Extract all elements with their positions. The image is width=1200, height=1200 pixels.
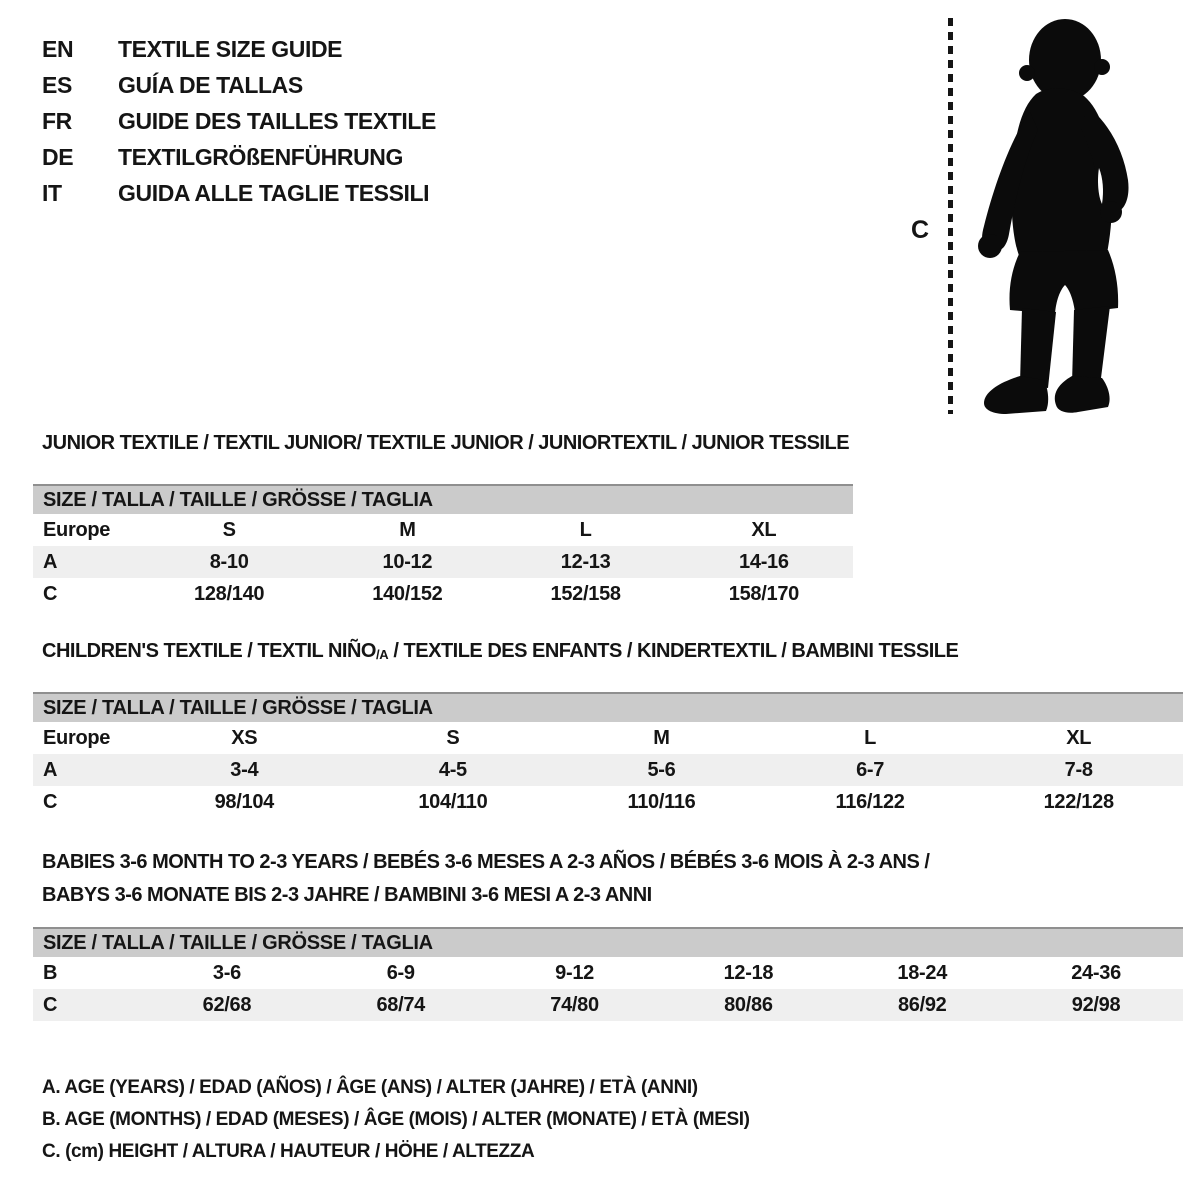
section-title-babies <box>42 846 929 912</box>
column-header-cell: S <box>222 518 236 541</box>
region-label-cell: Europe <box>43 518 111 541</box>
size-value-cell: 6-7 <box>766 754 975 786</box>
size-value-cell: 152/158 <box>550 582 621 605</box>
size-data-row <box>33 754 1183 786</box>
size-value-cell: 98/104 <box>214 790 274 813</box>
size-value-cell: 18-24 <box>897 961 948 984</box>
height-marker-label: C <box>911 216 930 244</box>
junior-size-table <box>33 484 853 610</box>
language-row <box>42 103 436 139</box>
size-value-cell: 5-6 <box>557 754 766 786</box>
column-header-cell: XL <box>1066 726 1092 749</box>
column-header-cell: L <box>579 518 592 541</box>
page-title-translation: GUIDE DES TAILLES TEXTILE <box>118 107 436 134</box>
page-title: TEXTILE SIZE GUIDE <box>118 35 343 62</box>
page-title-translation: TEXTILGRÖßENFÜHRUNG <box>118 143 403 170</box>
size-value-cell: 74/80 <box>488 989 662 1021</box>
language-code: ES <box>42 71 72 98</box>
size-value-cell: 7-8 <box>974 754 1183 786</box>
size-value-cell: 6-9 <box>386 961 415 984</box>
size-value-cell: 10-12 <box>318 546 496 578</box>
size-data-row <box>33 546 853 578</box>
column-header-cell: L <box>864 726 877 749</box>
size-value-cell: 116/122 <box>835 790 905 813</box>
size-value-cell: 80/86 <box>661 989 835 1021</box>
size-value-cell: 3-4 <box>140 754 349 786</box>
row-label-cell: B <box>43 961 58 984</box>
size-value-cell: 12-18 <box>723 961 774 984</box>
section-title-children <box>42 640 958 663</box>
language-row <box>42 67 436 103</box>
section-title-line: BABYS 3-6 MONATE BIS 2-3 JAHRE / BAMBINI 3-6 MESI A 2-3 ANNI <box>42 884 652 906</box>
row-label-cell: C <box>43 582 58 605</box>
size-value-cell: 68/74 <box>314 989 488 1021</box>
legend-line-height: C. (cm) HEIGHT / ALTURA / HAUTEUR / HÖHE / ALTEZZA <box>42 1141 535 1162</box>
language-code: FR <box>42 107 72 134</box>
size-value-cell: 140/152 <box>372 582 443 605</box>
column-header-cell: M <box>399 518 416 541</box>
size-value-cell: 14-16 <box>675 546 853 578</box>
size-header-bar: SIZE / TALLA / TAILLE / GRÖSSE / TAGLIA <box>33 485 853 514</box>
size-header-bar: SIZE / TALLA / TAILLE / GRÖSSE / TAGLIA <box>33 693 1183 722</box>
size-value-cell: 104/110 <box>418 790 488 813</box>
language-code: IT <box>42 179 62 206</box>
size-value-cell: 4-5 <box>349 754 558 786</box>
size-value-cell: 86/92 <box>835 989 1009 1021</box>
row-label-cell: A <box>33 546 140 578</box>
language-row <box>42 139 436 175</box>
column-header-row <box>33 722 1183 754</box>
row-label-cell: C <box>43 790 58 813</box>
language-code: DE <box>42 143 74 170</box>
size-value-cell: 24-36 <box>1071 961 1121 984</box>
height-dashed-line <box>948 18 953 414</box>
page-title-translation: GUÍA DE TALLAS <box>118 71 303 98</box>
legend-line-age-years: A. AGE (YEARS) / EDAD (AÑOS) / ÂGE (ANS) / ALTER (JAHRE) / ETÀ (ANNI) <box>42 1077 698 1098</box>
column-header-row <box>33 514 853 546</box>
size-data-row <box>33 957 1183 989</box>
language-code: EN <box>42 35 74 62</box>
section-title-junior: JUNIOR TEXTILE / TEXTIL JUNIOR/ TEXTILE JUNIOR / JUNIORTEXTIL / JUNIOR TESSILE <box>42 432 850 454</box>
children-size-table <box>33 692 1183 818</box>
size-value-cell: 122/128 <box>1043 790 1114 813</box>
legend-line-age-months: B. AGE (MONTHS) / EDAD (MESES) / ÂGE (MOIS) / ALTER (MONATE) / ETÀ (MESI) <box>42 1109 750 1130</box>
size-value-cell: 12-13 <box>497 546 675 578</box>
column-header-cell: S <box>446 726 460 749</box>
page-title-translation: GUIDA ALLE TAGLIE TESSILI <box>118 179 430 206</box>
size-header-bar: SIZE / TALLA / TAILLE / GRÖSSE / TAGLIA <box>33 928 1183 957</box>
section-title-subscript: /A <box>375 647 389 662</box>
region-label-cell: Europe <box>43 726 111 749</box>
size-data-row <box>33 989 1183 1021</box>
toddler-silhouette <box>966 16 1150 420</box>
size-data-row <box>33 786 1183 818</box>
column-header-cell: M <box>653 726 670 749</box>
size-value-cell: 92/98 <box>1009 989 1183 1021</box>
size-value-cell: 62/68 <box>140 989 314 1021</box>
language-row <box>42 175 436 211</box>
section-title-text: / TEXTILE DES ENFANTS / KINDERTEXTIL / BAMBINI TESSILE <box>388 640 959 662</box>
column-header-cell: XL <box>751 518 777 541</box>
size-value-cell: 110/116 <box>627 790 696 813</box>
size-value-cell: 9-12 <box>555 961 594 984</box>
row-label-cell: A <box>33 754 140 786</box>
section-title-text: CHILDREN'S TEXTILE / TEXTIL NIÑO <box>42 640 376 662</box>
column-header-cell: XS <box>231 726 258 749</box>
babies-size-table <box>33 927 1183 1021</box>
size-value-cell: 128/140 <box>194 582 265 605</box>
language-title-block <box>42 31 436 211</box>
legend-block <box>42 1072 750 1168</box>
section-title-line: BABIES 3-6 MONTH TO 2-3 YEARS / BEBÉS 3-6 MESES A 2-3 AÑOS / BÉBÉS 3-6 MOIS À 2-3 ANS / <box>42 851 930 873</box>
size-value-cell: 8-10 <box>140 546 318 578</box>
size-value-cell: 3-6 <box>212 961 241 984</box>
size-data-row <box>33 578 853 610</box>
size-value-cell: 158/170 <box>728 582 799 605</box>
row-label-cell: C <box>33 989 140 1021</box>
language-row <box>42 31 436 67</box>
